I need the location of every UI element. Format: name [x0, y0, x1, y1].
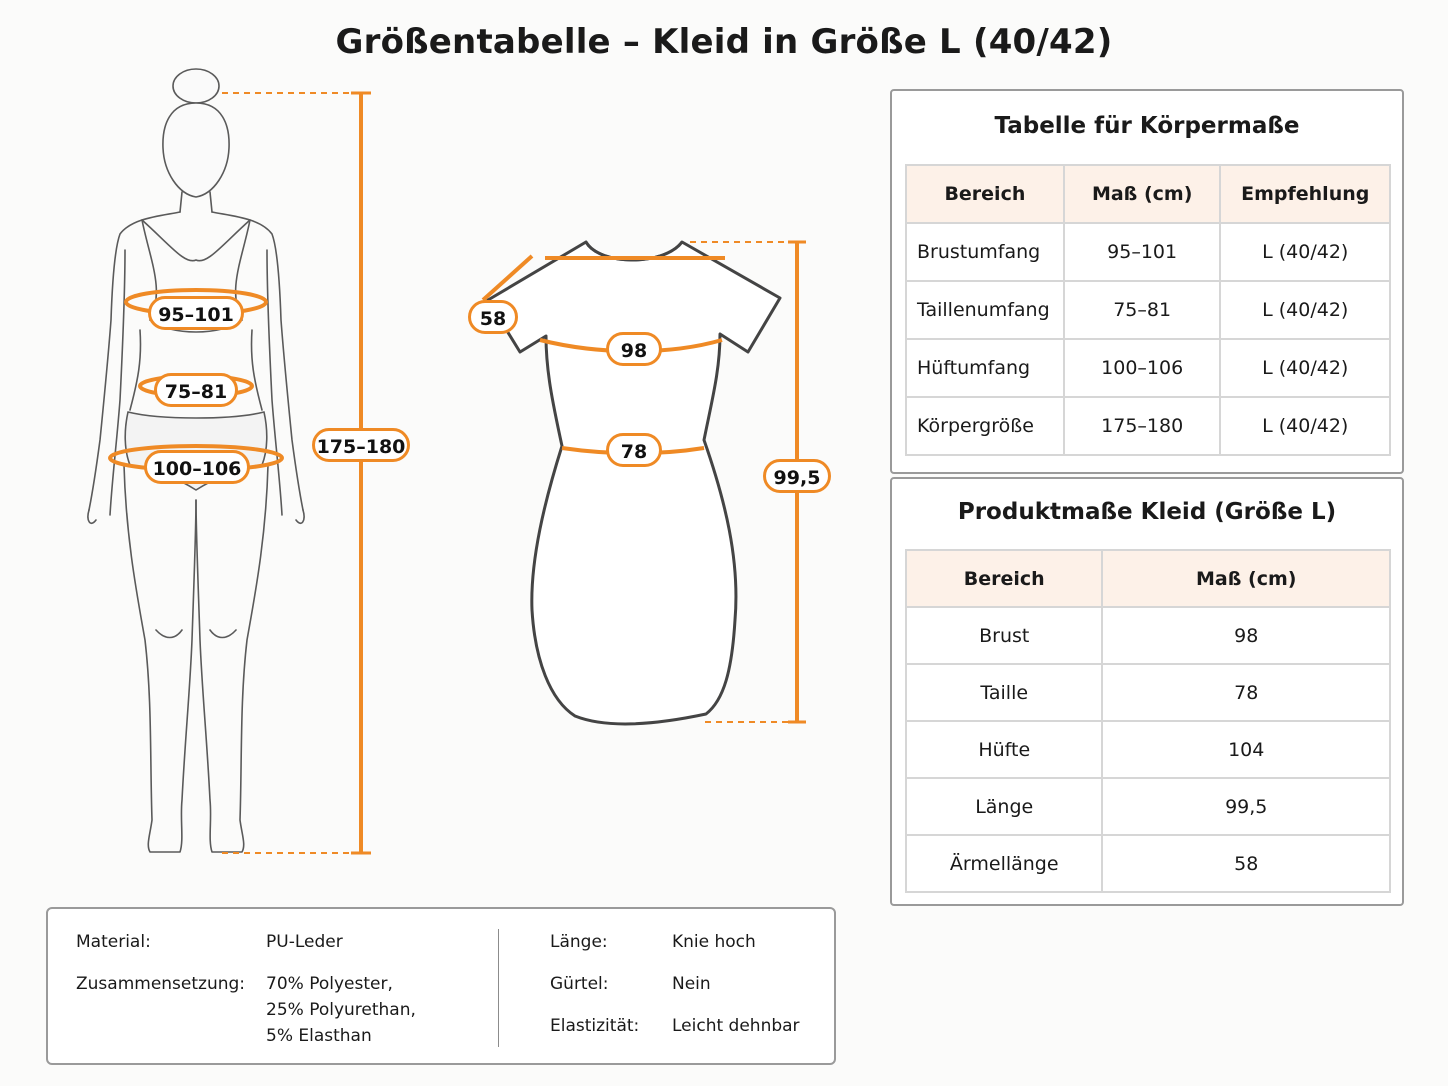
- table-row: [906, 397, 1390, 455]
- product-info-box: [46, 907, 836, 1065]
- table-cell: Hüfte: [906, 721, 1102, 778]
- sleeve-length-label: 58: [468, 300, 518, 334]
- table-cell: Brust: [906, 607, 1102, 664]
- table-cell: 98: [1102, 607, 1390, 664]
- material-label: Material:: [76, 932, 151, 952]
- column-header: Empfehlung: [1220, 165, 1390, 223]
- table-cell: Taillenumfang: [906, 281, 1064, 339]
- body-table-title: Tabelle für Körpermaße: [994, 113, 1300, 139]
- dress-waist-label: 78: [606, 433, 662, 467]
- composition-line: 70% Polyester,: [266, 974, 393, 994]
- table-header-row: [906, 165, 1390, 223]
- table-row: [906, 664, 1390, 721]
- info-divider: [498, 929, 499, 1047]
- table-cell: 100–106: [1064, 339, 1221, 397]
- table-row: [906, 281, 1390, 339]
- table-cell: Taille: [906, 664, 1102, 721]
- dress-bust-label: 98: [606, 332, 662, 366]
- body-measurements-table: [905, 164, 1391, 456]
- table-cell: 175–180: [1064, 397, 1221, 455]
- belt-value: Nein: [672, 974, 711, 994]
- composition-line: 25% Polyurethan,: [266, 1000, 416, 1020]
- table-cell: Körpergröße: [906, 397, 1064, 455]
- table-cell: 75–81: [1064, 281, 1221, 339]
- column-header: Bereich: [906, 550, 1102, 607]
- table-cell: 95–101: [1064, 223, 1221, 281]
- column-header: Maß (cm): [1064, 165, 1221, 223]
- table-cell: L (40/42): [1220, 223, 1390, 281]
- material-value: PU-Leder: [266, 932, 343, 952]
- page-title: Größentabelle – Kleid in Größe L (40/42): [335, 22, 1113, 62]
- dress-length-label: 99,5: [763, 459, 831, 493]
- table-cell: Hüftumfang: [906, 339, 1064, 397]
- table-header-row: [906, 550, 1390, 607]
- composition-line: 5% Elasthan: [266, 1026, 372, 1046]
- product-table-title: Produktmaße Kleid (Größe L): [957, 499, 1337, 525]
- belt-label: Gürtel:: [550, 974, 609, 994]
- table-cell: 104: [1102, 721, 1390, 778]
- product-measurements-panel: [890, 477, 1404, 906]
- body-measurements-panel: [890, 89, 1404, 474]
- table-cell: L (40/42): [1220, 281, 1390, 339]
- waist-range-label: 75–81: [154, 373, 238, 407]
- table-row: [906, 778, 1390, 835]
- table-cell: Brustumfang: [906, 223, 1064, 281]
- table-row: [906, 721, 1390, 778]
- length-label: Länge:: [550, 932, 608, 952]
- column-header: Bereich: [906, 165, 1064, 223]
- table-cell: Länge: [906, 778, 1102, 835]
- composition-label: Zusammensetzung:: [76, 974, 246, 994]
- table-cell: 99,5: [1102, 778, 1390, 835]
- bust-range-label: 95–101: [148, 296, 244, 330]
- table-cell: L (40/42): [1220, 397, 1390, 455]
- dress-outline: [488, 242, 780, 724]
- hip-range-label: 100–106: [144, 450, 250, 484]
- table-row: [906, 835, 1390, 892]
- table-cell: L (40/42): [1220, 339, 1390, 397]
- height-range-label: 175–180: [312, 428, 410, 462]
- column-header: Maß (cm): [1102, 550, 1390, 607]
- table-cell: 58: [1102, 835, 1390, 892]
- table-row: [906, 223, 1390, 281]
- length-value: Knie hoch: [672, 932, 756, 952]
- table-cell: 78: [1102, 664, 1390, 721]
- table-cell: Ärmellänge: [906, 835, 1102, 892]
- table-row: [906, 607, 1390, 664]
- product-measurements-table: [905, 549, 1391, 893]
- elasticity-label: Elastizität:: [550, 1016, 640, 1036]
- table-row: [906, 339, 1390, 397]
- elasticity-value: Leicht dehnbar: [672, 1016, 800, 1036]
